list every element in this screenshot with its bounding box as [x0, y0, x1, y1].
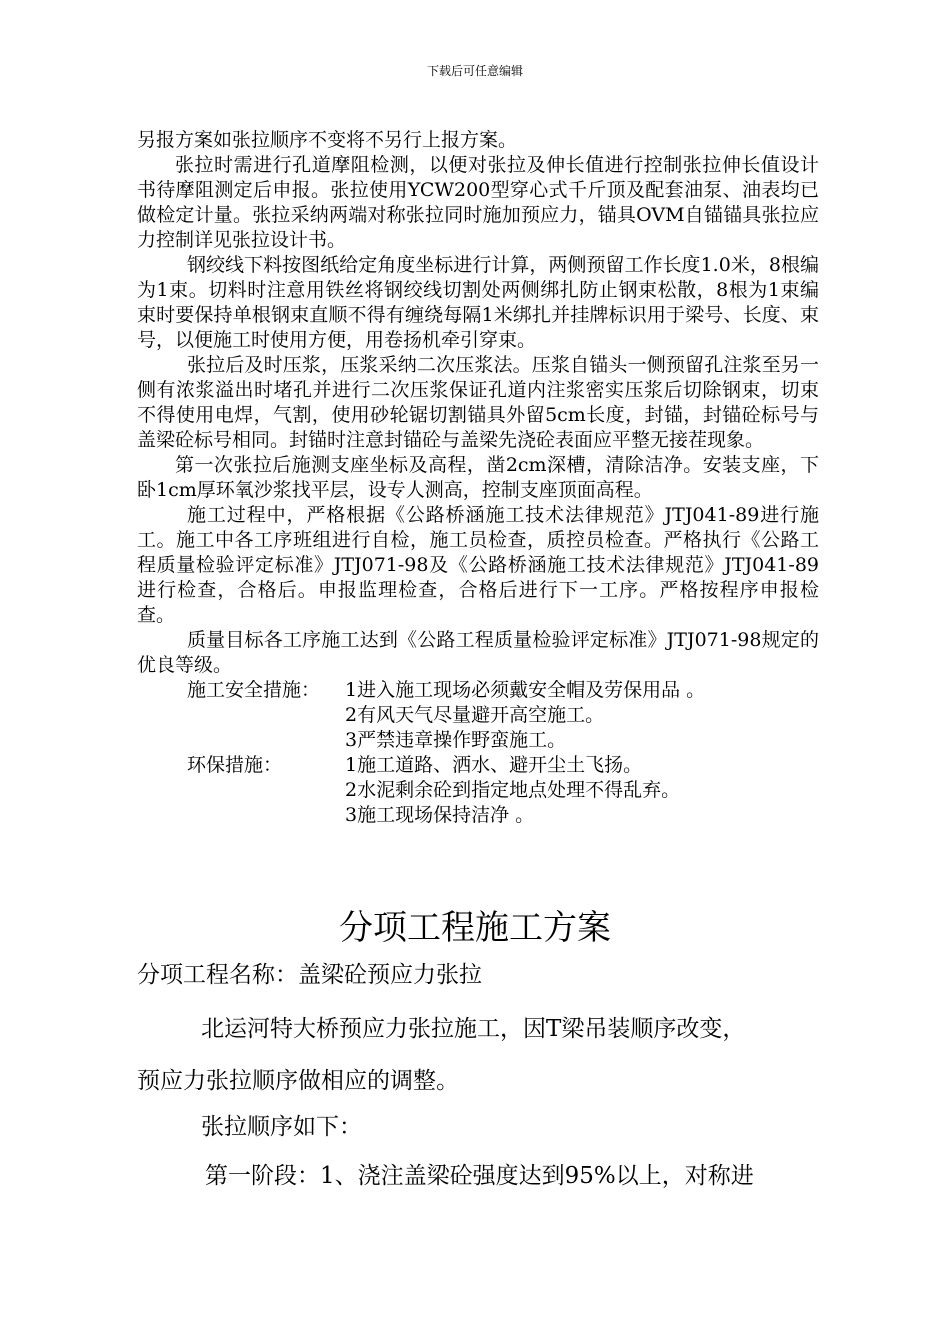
- body-text: [137, 128, 819, 828]
- list-item: 1施工道路、洒水、避开尘土飞扬。: [345, 754, 643, 776]
- paragraph: 第一次张拉后施测支座坐标及高程，凿2cm深槽，清除洁净。安装支座，下卧1cm厚环氧沙浆找平层，设专人测高，控制支座顶面高程。: [137, 454, 819, 501]
- list-item: 1进入施工现场必须戴安全帽及劳保用品 。: [345, 679, 706, 701]
- safety-measures: [137, 678, 819, 753]
- paragraph: 质量目标各工序施工达到《公路工程质量检验评定标准》JTJ071-98规定的优良等级。: [137, 629, 819, 676]
- paragraph: 另报方案如张拉顺序不变将不另行上报方案。: [137, 129, 518, 151]
- env-label: 环保措施：: [187, 754, 283, 776]
- list-item: 3施工现场保持洁净 。: [345, 804, 535, 826]
- paragraph: 张拉时需进行孔道摩阻检测，以便对张拉及伸长值进行控制张拉伸长值设计书待摩阻测定后申报。张拉使用YCW200型穿心式千斤顶及配套油泵、油表均已做检定计量。张拉采纳两端对称张拉同时施加预应力，锚具OVM自锚锚具张拉应力控制详见张拉设计书。: [137, 154, 819, 251]
- document-title: 分项工程施工方案: [339, 908, 611, 948]
- project-name: 分项工程名称：盖梁砼预应力张拉: [137, 962, 482, 988]
- paragraph: 施工过程中，严格根据《公路桥涵施工技术法律规范》JTJ041-89进行施工。施工中各工序班组进行自检，施工员检查，质控员检查。严格执行《公路工程质量检验评定标准》JTJ071-98及《公路桥涵施工技术法律规范》JTJ041-89进行检查，合格后。申报监理检查，合格后进行下一工序。严格按程序申报检查。: [137, 504, 819, 626]
- list-item: 2水泥剩余砼到指定地点处理不得乱弃。: [345, 779, 681, 801]
- list-item: 2有风天气尽量避开高空施工。: [345, 704, 605, 726]
- safety-label: 施工安全措施：: [187, 679, 321, 701]
- intro-line-2: 预应力张拉顺序做相应的调整。: [137, 1068, 459, 1094]
- intro-line-1: 北运河特大桥预应力张拉施工，因T梁吊装顺序改变，: [201, 1016, 746, 1042]
- order-heading: 张拉顺序如下：: [201, 1114, 362, 1140]
- list-item: 3严禁违章操作野蛮施工。: [345, 729, 567, 751]
- page-header: 下载后可任意编辑: [426, 64, 523, 78]
- paragraph: 张拉后及时压浆，压浆采纳二次压浆法。压浆自锚头一侧预留孔注浆至另一侧有浓浆溢出时堵孔并进行二次压浆保证孔道内注浆密实压浆后切除钢束，切束不得使用电焊，气割，使用砂轮锯切割锚具外留5cm长度，封锚，封锚砼标号与盖梁砼标号相同。封锚时注意封锚砼与盖梁先浇砼表面应平整无接茬现象。: [137, 354, 819, 451]
- paragraph: 钢绞线下料按图纸给定角度坐标进行计算，两侧预留工作长度1.0米，8根编为1束。切料时注意用铁丝将钢绞线切割处两侧绑扎防止钢束松散，8根为1束编束时要保持单根钢束直顺不得有缠绕每隔1米绑扎并挂牌标识用于梁号、长度、束号，以便施工时使用方便，用卷扬机牵引穿束。: [137, 254, 819, 351]
- stage-one: 第一阶段：1、浇注盖梁砼强度达到95%以上，对称进: [205, 1163, 754, 1189]
- environment-measures: [137, 753, 819, 828]
